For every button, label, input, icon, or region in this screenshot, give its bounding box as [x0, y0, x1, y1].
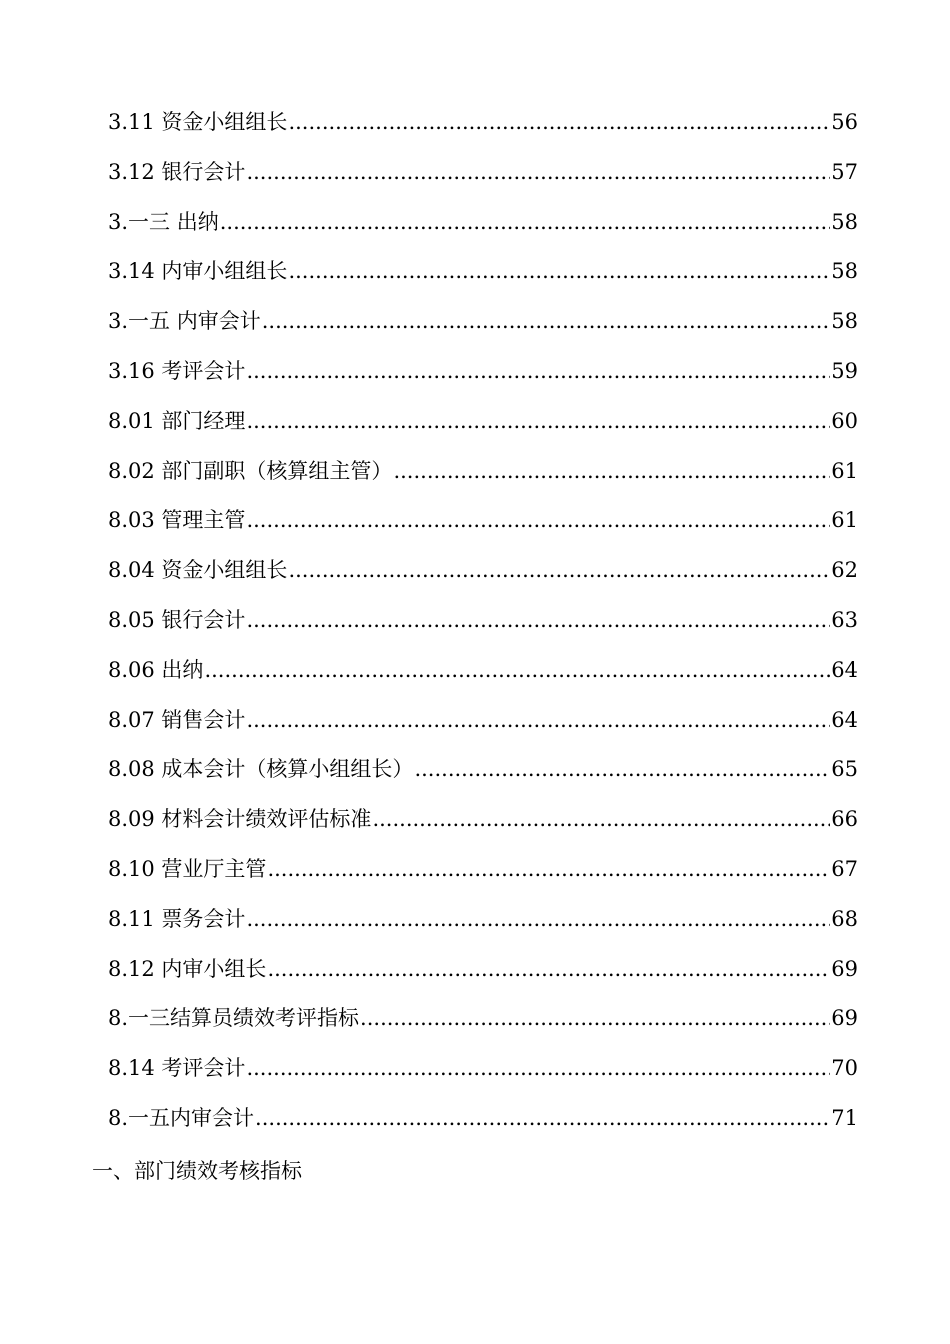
toc-dot-leader	[262, 309, 831, 333]
toc-entry[interactable]	[108, 803, 858, 853]
toc-dot-leader	[246, 907, 830, 931]
toc-page-number: 71	[831, 1105, 858, 1130]
toc-dot-leader	[372, 807, 830, 831]
toc-entry[interactable]	[108, 554, 858, 604]
toc-entry[interactable]	[108, 654, 858, 704]
toc-dot-leader	[288, 558, 830, 582]
toc-entry-title: 8.08 成本会计（核算小组组长）	[108, 757, 414, 782]
toc-entry-title: 8.11 票务会计	[108, 906, 246, 931]
toc-page-number: 61	[831, 458, 858, 483]
section-heading: 一、部门绩效考核指标	[92, 1159, 302, 1183]
toc-dot-leader	[255, 1106, 830, 1130]
toc-entry[interactable]	[108, 405, 858, 455]
toc-entry-title: 3.一三 出纳	[108, 209, 219, 234]
toc-dot-leader	[267, 957, 830, 981]
toc-entry[interactable]	[108, 206, 858, 256]
toc-entry[interactable]	[108, 504, 858, 554]
toc-entry-title: 8.09 材料会计绩效评估标准	[108, 807, 372, 832]
toc-entry[interactable]	[108, 903, 858, 953]
toc-entry[interactable]	[108, 455, 858, 505]
toc-entry-title: 8.一三结算员绩效考评指标	[108, 1006, 360, 1031]
toc-dot-leader	[288, 110, 830, 134]
toc-entry-title: 3.11 资金小组组长	[108, 110, 288, 134]
toc-dot-leader	[267, 857, 830, 881]
toc-entry[interactable]	[108, 255, 858, 305]
toc-entry-title: 8.14 考评会计	[108, 1056, 246, 1081]
toc-page-number: 61	[831, 508, 858, 533]
toc-page-number: 57	[831, 159, 858, 184]
toc-entry-title: 8.06 出纳	[108, 657, 204, 682]
toc-page-number: 60	[831, 408, 858, 433]
toc-dot-leader	[246, 409, 830, 433]
toc-entry[interactable]	[108, 305, 858, 355]
toc-entry[interactable]	[108, 753, 858, 803]
toc-page-number: 58	[831, 209, 858, 234]
toc-entry[interactable]	[108, 704, 858, 754]
toc-page-number: 69	[831, 1006, 858, 1031]
toc-dot-leader	[246, 1056, 830, 1080]
toc-entry[interactable]	[108, 1052, 858, 1102]
toc-entry-title: 3.16 考评会计	[108, 358, 246, 383]
toc-page-number: 62	[831, 558, 858, 583]
toc-dot-leader	[246, 160, 830, 184]
toc-entry-title: 8.02 部门副职（核算组主管）	[108, 458, 393, 483]
toc-page-number: 56	[831, 110, 858, 134]
toc-entry-title: 8.01 部门经理	[108, 408, 246, 433]
toc-page-number: 58	[831, 309, 858, 334]
table-of-contents	[108, 106, 858, 1152]
toc-page-number: 65	[831, 757, 858, 782]
toc-page-number: 67	[831, 856, 858, 881]
toc-dot-leader	[246, 608, 830, 632]
toc-page-number: 70	[831, 1056, 858, 1081]
toc-dot-leader	[220, 210, 831, 234]
toc-entry[interactable]	[108, 156, 858, 206]
toc-entry[interactable]	[108, 1002, 858, 1052]
toc-dot-leader	[246, 508, 830, 532]
toc-entry[interactable]	[108, 106, 858, 156]
toc-entry[interactable]	[108, 604, 858, 654]
toc-entry-title: 8.07 销售会计	[108, 707, 246, 732]
toc-dot-leader	[288, 259, 830, 283]
toc-page-number: 64	[831, 657, 858, 682]
toc-page-number: 58	[831, 259, 858, 284]
toc-entry-title: 8.05 银行会计	[108, 607, 246, 632]
toc-page-number: 66	[831, 807, 858, 832]
toc-entry[interactable]	[108, 953, 858, 1003]
toc-entry[interactable]	[108, 853, 858, 903]
toc-dot-leader	[360, 1006, 830, 1030]
toc-dot-leader	[414, 757, 830, 781]
toc-entry-title: 3.一五 内审会计	[108, 309, 261, 334]
toc-dot-leader	[246, 708, 830, 732]
toc-entry-title: 3.14 内审小组组长	[108, 259, 288, 284]
toc-entry-title: 8.03 管理主管	[108, 508, 246, 533]
toc-page-number: 64	[831, 707, 858, 732]
toc-page-number: 63	[831, 607, 858, 632]
toc-entry[interactable]	[108, 355, 858, 405]
toc-dot-leader	[204, 658, 830, 682]
toc-entry-title: 3.12 银行会计	[108, 159, 246, 184]
toc-entry-title: 8.04 资金小组组长	[108, 558, 288, 583]
toc-entry-title: 8.一五内审会计	[108, 1105, 255, 1130]
toc-page-number: 59	[831, 358, 858, 383]
toc-dot-leader	[246, 359, 830, 383]
toc-entry[interactable]	[108, 1102, 858, 1152]
toc-entry-title: 8.10 营业厅主管	[108, 856, 267, 881]
toc-page-number: 69	[831, 956, 858, 981]
toc-page-number: 68	[831, 906, 858, 931]
toc-entry-title: 8.12 内审小组长	[108, 956, 267, 981]
toc-dot-leader	[393, 459, 830, 483]
